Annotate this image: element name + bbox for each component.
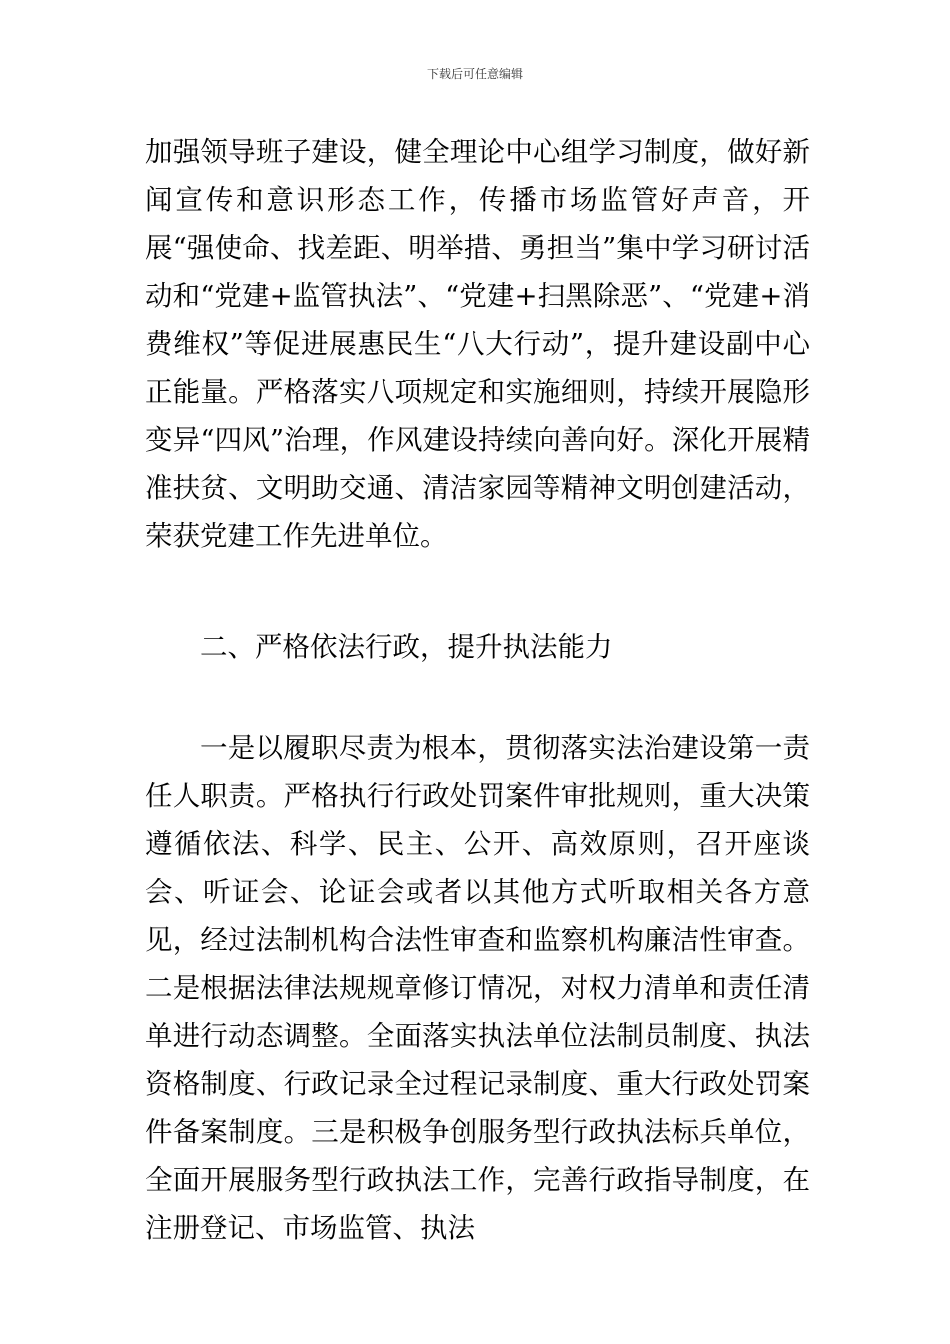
paragraph-law-enforcement: 一是以履职尽责为根本，贯彻落实法治建设第一责任人职责。严格执行行政处罚案件审批规则，重大决策遵循依法、科学、民主、公开、高效原则，召开座谈会、听证会、论证会或者以其他方式听取相关各方意见，经过法制机构合法性审查和监察机构廉洁性审查。二是根据法律法规规章修订情况，对权力清单和责任清单进行动态调整。全面落实执法单位法制员制度、执法资格制度、行政记录全过程记录制度、重大行政处罚案件备案制度。三是积极争创服务型行政执法标兵单位，全面开展服务型行政执法工作，完善行政指导制度，在注册登记、市场监管、执法 bbox=[145, 732, 810, 1244]
page-header: 下载后可任意编辑 bbox=[426, 67, 523, 81]
paragraph-party-building: 加强领导班子建设，健全理论中心组学习制度，做好新闻宣传和意识形态工作，传播市场监管好声音，开展“强使命、找差距、明举措、勇担当”集中学习研讨活动和“党建+监管执法”、“党建+扫黑除恶”、“党建+消费维权”等促进展惠民生“八大行动”，提升建设副中心正能量。严格落实八项规定和实施细则，持续开展隐形变异“四风”治理，作风建设持续向善向好。深化开展精准扶贫、文明助交通、清洁家园等精神文明创建活动，荣获党建工作先进单位。 bbox=[145, 136, 810, 552]
section-heading: 二、严格依法行政，提升执法能力 bbox=[200, 631, 613, 663]
